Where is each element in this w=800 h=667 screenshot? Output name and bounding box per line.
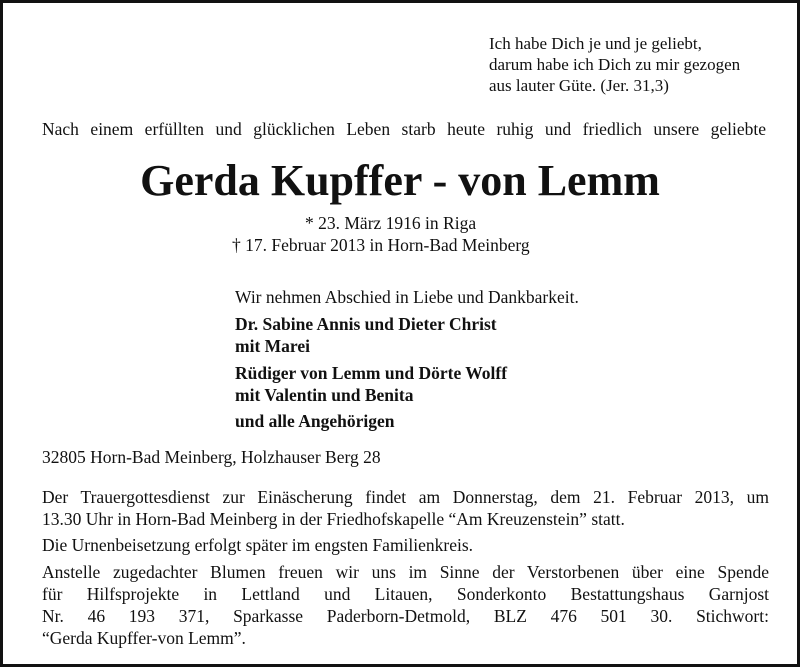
service-line: 13.30 Uhr in Horn-Bad Meinberg in der Friedhofskapelle “Am Kreuzenstein” statt.	[42, 509, 625, 529]
urn-paragraph	[42, 534, 769, 556]
donation-line: “Gerda Kupffer-von Lemm”.	[42, 628, 246, 648]
family-member: mit Valentin und Benita	[235, 385, 414, 405]
service-paragraph	[42, 486, 769, 530]
farewell-text: Wir nehmen Abschied in Liebe und Dankbarkeit.	[235, 287, 579, 307]
donation-line: für Hilfsprojekte in Lettland und Litauen, Sonderkonto Bestattungshaus Garnjost	[42, 584, 769, 604]
deceased-name: Gerda Kupffer - von Lemm	[140, 156, 660, 205]
family-member: mit Marei	[235, 336, 310, 356]
service-line: Der Trauergottesdienst zur Einäscherung findet am Donnerstag, dem 21. Februar 2013, um	[42, 487, 769, 507]
bible-verse	[489, 33, 740, 96]
donation-line: Anstelle zugedachter Blumen freuen wir uns im Sinne der Verstorbenen über eine Spende	[42, 562, 769, 582]
death-date: † 17. Februar 2013 in Horn-Bad Meinberg	[232, 235, 530, 255]
verse-line: aus lauter Güte. (Jer. 31,3)	[489, 76, 669, 95]
family-member: Dr. Sabine Annis und Dieter Christ	[235, 314, 497, 334]
verse-line: darum habe ich Dich zu mir gezogen	[489, 55, 741, 74]
donation-paragraph	[42, 561, 769, 649]
verse-line: Ich habe Dich je und je geliebt,	[489, 34, 702, 53]
intro-text: Nach einem erfüllten und glücklichen Leben starb heute ruhig und friedlich unsere geliebte	[42, 119, 766, 139]
family-member: Rüdiger von Lemm und Dörte Wolff	[235, 363, 508, 383]
family-member: und alle Angehörigen	[235, 411, 395, 431]
address: 32805 Horn-Bad Meinberg, Holzhauser Berg 28	[42, 447, 381, 467]
donation-line: Nr. 46 193 371, Sparkasse Paderborn-Detmold, BLZ 476 501 30. Stichwort:	[42, 606, 769, 626]
urn-line: Die Urnenbeisetzung erfolgt später im engsten Familienkreis.	[42, 535, 474, 555]
birth-date: * 23. März 1916 in Riga	[305, 213, 477, 233]
